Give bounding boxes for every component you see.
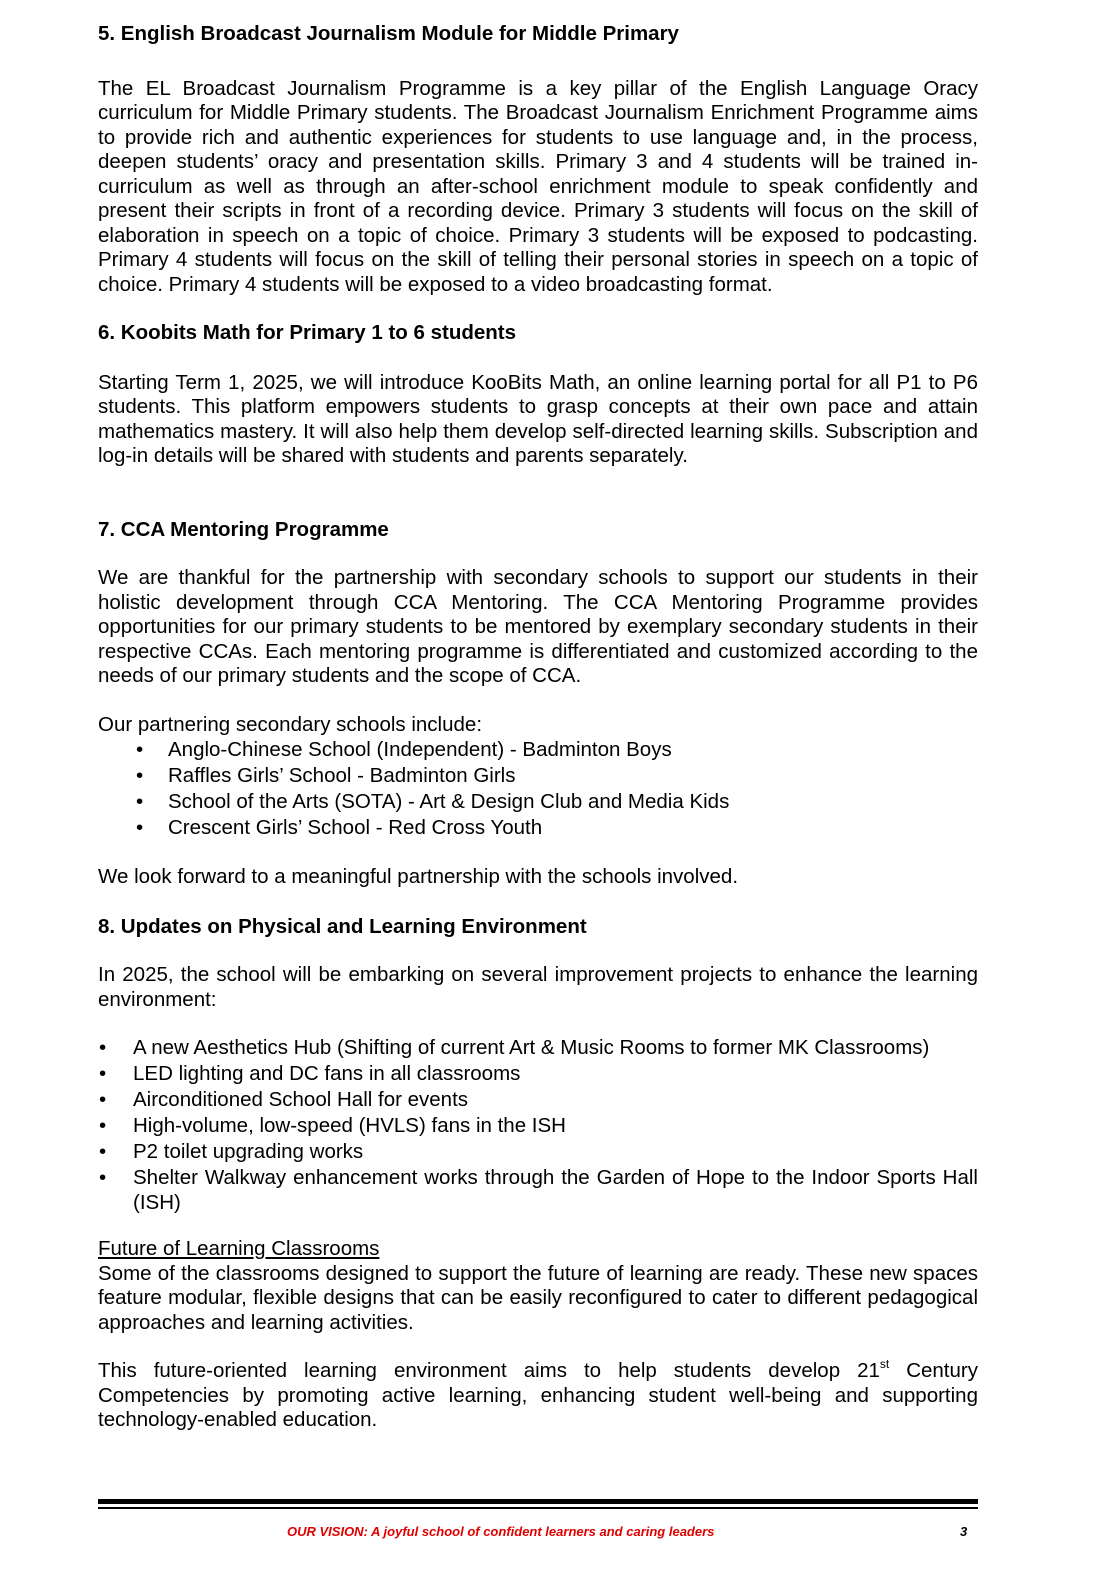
- bullet-icon: •: [136, 738, 144, 761]
- list-item: • Anglo-Chinese School (Independent) - Badminton Boys: [136, 738, 672, 761]
- partner-schools-list: [98, 737, 978, 841]
- list-item: • LED lighting and DC fans in all classrooms: [99, 1062, 521, 1085]
- section-6-heading: 6. Koobits Math for Primary 1 to 6 students: [98, 321, 517, 344]
- bullet-icon: •: [136, 764, 144, 787]
- partner-schools-intro: Our partnering secondary schools include:: [98, 712, 483, 736]
- footer-vision-statement: OUR VISION: A joyful school of confident learners and caring leaders: [287, 1524, 715, 1539]
- ordinal-suffix: st: [879, 1357, 890, 1371]
- document-page: [98, 22, 978, 1433]
- bullet-icon: •: [99, 1114, 107, 1137]
- section-7-paragraph: We are thankful for the partnership with secondary schools to support our students in their holistic development through CCA Mentoring. The CCA Mentoring Programme provides opportunities for our primary students to be mentored by exemplary secondary students in their respective CCAs. Each mentoring programme is differentiated and customized according to the needs of our primary students and the scope of CCA.: [98, 566, 978, 687]
- section-5-heading: 5. English Broadcast Journalism Module for Middle Primary: [98, 22, 679, 45]
- future-classrooms-subheading: Future of Learning Classrooms: [98, 1237, 380, 1260]
- list-item: • Shelter Walkway enhancement works through the Garden of Hope to the Indoor Sports Hall (ISH): [99, 1166, 978, 1214]
- section-7-closing: We look forward to a meaningful partnership with the schools involved.: [98, 865, 739, 888]
- bullet-icon: •: [99, 1088, 107, 1111]
- list-item: • A new Aesthetics Hub (Shifting of current Art & Music Rooms to former MK Classrooms): [99, 1036, 930, 1059]
- bullet-icon: •: [99, 1166, 107, 1189]
- section-7-heading: 7. CCA Mentoring Programme: [98, 517, 389, 541]
- list-item: • School of the Arts (SOTA) - Art & Design Club and Media Kids: [136, 790, 730, 813]
- list-item: • Airconditioned School Hall for events: [99, 1088, 469, 1111]
- bullet-icon: •: [99, 1140, 107, 1163]
- bullet-icon: •: [99, 1036, 107, 1059]
- section-5-paragraph: The EL Broadcast Journalism Programme is a key pillar of the English Language Oracy curriculum for Middle Primary students. The Broadcast Journalism Enrichment Programme aims to provide rich and authentic experiences for students to use language and, in the process, deepen students’ oracy and presentation skills. Primary 3 and 4 students will be trained in-curriculum as well as through an after-school enrichment module to speak confidently and present their scripts in front of a recording device. Primary 3 students will focus on the skill of elaboration in speech on a topic of choice. Primary 3 students will be exposed to podcasting. Primary 4 students will focus on the skill of telling their personal stories in speech on a topic of choice. Primary 4 students will be exposed to a video broadcasting format.: [98, 76, 978, 296]
- section-6-paragraph: Starting Term 1, 2025, we will introduce KooBits Math, an online learning portal for all P1 to P6 students. This platform empowers students to grasp concepts at their own pace and attain mathematics mastery. It will also help them develop self-directed learning skills. Subscription and log-in details will be shared with students and parents separately.: [98, 370, 978, 467]
- list-item: • Crescent Girls’ School - Red Cross Youth: [136, 816, 543, 839]
- footer-rule-thick: [98, 1499, 978, 1504]
- footer-rule-thin: [98, 1507, 978, 1509]
- bullet-icon: •: [136, 816, 144, 839]
- bullet-icon: •: [99, 1062, 107, 1085]
- list-item: • High-volume, low-speed (HVLS) fans in the ISH: [99, 1114, 566, 1137]
- future-classrooms-paragraph: Some of the classrooms designed to support the future of learning are ready. These new spaces feature modular, flexible designs that can be easily reconfigured to cater to different pedagogical approaches and learning activities.: [98, 1261, 978, 1334]
- bullet-icon: •: [136, 790, 144, 813]
- list-item: • Raffles Girls’ School - Badminton Girls: [136, 764, 516, 787]
- list-item: • P2 toilet upgrading works: [99, 1140, 364, 1163]
- page-number: 3: [960, 1524, 968, 1539]
- improvement-projects-list: [98, 1035, 978, 1215]
- section-8-heading: 8. Updates on Physical and Learning Environment: [98, 914, 587, 938]
- future-environment-paragraph: This future-oriented learning environment aims to help students develop 21st Century Competencies by promoting active learning, enhancing student well-being and supporting technology-enabled education.: [98, 1357, 978, 1431]
- section-8-paragraph: In 2025, the school will be embarking on several improvement projects to enhance the learning environment:: [98, 963, 978, 1011]
